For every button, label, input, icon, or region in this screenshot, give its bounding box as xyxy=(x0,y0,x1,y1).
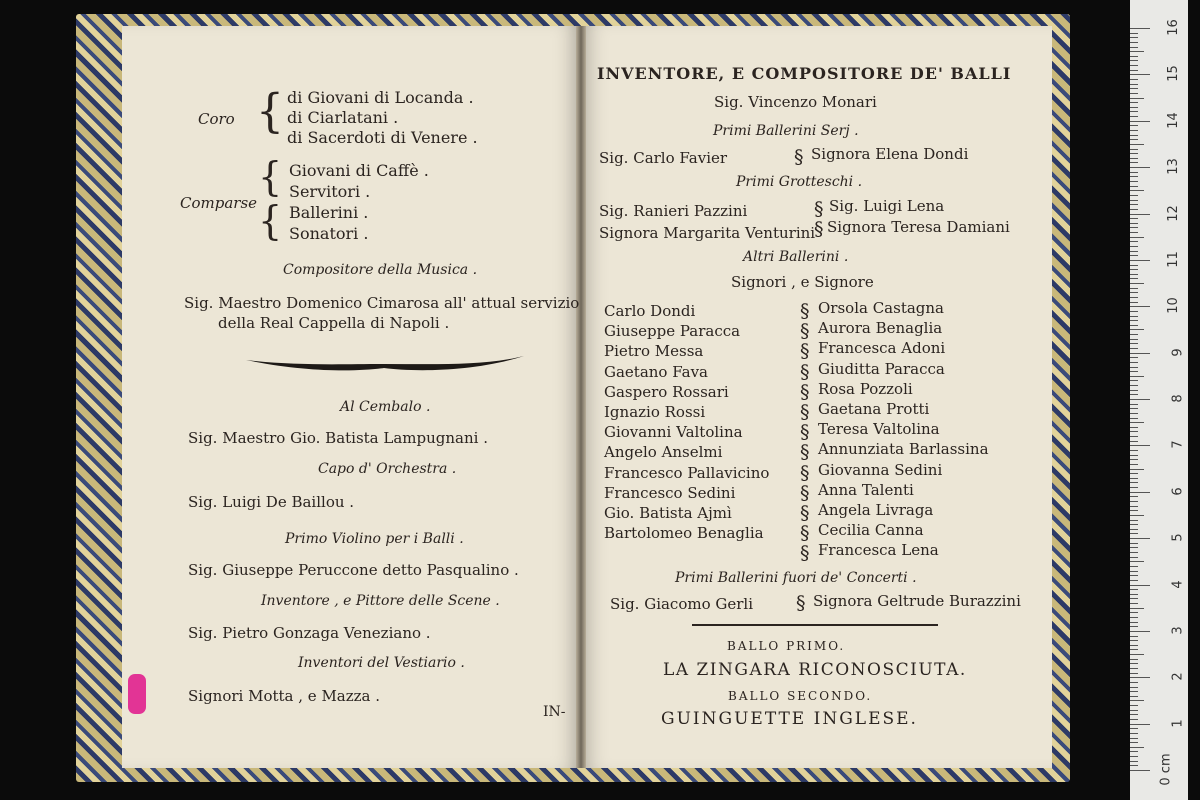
section-mark: § xyxy=(800,401,810,423)
ruler-tick xyxy=(1130,367,1138,368)
coro-item: di Giovani di Locanda . xyxy=(287,88,474,107)
ruler-tick xyxy=(1130,636,1138,637)
violino-name: Sig. Giuseppe Peruccone detto Pasqualino . xyxy=(188,561,519,579)
ruler-tick xyxy=(1130,631,1150,632)
ruler-tick xyxy=(1130,297,1138,298)
ruler-tick xyxy=(1130,747,1144,748)
ruler-tick xyxy=(1130,269,1138,270)
coro-label: Coro xyxy=(198,110,235,128)
ruler-tick xyxy=(1130,306,1150,307)
ruler-tick xyxy=(1130,316,1138,317)
ruler-tick xyxy=(1130,478,1138,479)
ruler-number: 10 xyxy=(1166,297,1182,315)
ruler-tick xyxy=(1130,125,1138,126)
ruler-tick xyxy=(1130,200,1138,201)
altri-man: Francesco Sedini xyxy=(604,483,736,502)
ruler-tick xyxy=(1130,557,1138,558)
ruler-number: 3 xyxy=(1170,626,1186,635)
ruler-tick xyxy=(1130,158,1138,159)
comparse-brace-bottom: { xyxy=(258,197,283,245)
fuori-right: Signora Geltrude Burazzini xyxy=(813,592,1021,610)
ballo1-title: LA ZINGARA RICONOSCIUTA. xyxy=(663,660,967,680)
catchword: IN- xyxy=(543,704,566,720)
altri-woman: Francesca Adoni xyxy=(818,339,946,358)
ruler-tick xyxy=(1130,520,1138,521)
altri-woman: Giuditta Paracca xyxy=(818,359,945,378)
section-mark: § xyxy=(814,198,824,220)
signori-heading: Signori , e Signore xyxy=(731,273,874,291)
ruler-number: 13 xyxy=(1166,158,1182,175)
ruler-tick xyxy=(1130,575,1138,576)
ruler-tick xyxy=(1130,473,1138,474)
altri-man: Giovanni Valtolina xyxy=(604,423,743,442)
ruler-tick xyxy=(1130,93,1138,94)
ruler-tick xyxy=(1130,371,1138,372)
primi-right: Signora Elena Dondi xyxy=(811,145,969,163)
ruler-tick xyxy=(1130,538,1150,539)
comparse-label: Comparse xyxy=(180,194,258,212)
ruler-tick xyxy=(1130,496,1138,497)
altri-woman: Francesca Lena xyxy=(818,541,939,560)
orchestra-heading: Capo d' Orchestra . xyxy=(318,461,457,477)
section-mark: § xyxy=(800,380,810,403)
ruler-tick xyxy=(1130,190,1144,191)
altri-man: Giuseppe Paracca xyxy=(604,322,741,341)
cembalo-heading: Al Cembalo . xyxy=(340,399,431,415)
compositore-line2: della Real Cappella di Napoli . xyxy=(218,314,450,332)
compositore-heading: Compositore della Musica . xyxy=(283,262,478,278)
ruler-number: 14 xyxy=(1166,111,1182,129)
ruler-tick xyxy=(1130,84,1138,85)
ruler-tick xyxy=(1130,431,1138,432)
ruler-tick xyxy=(1130,700,1144,701)
section-mark: § xyxy=(800,502,810,524)
ruler-tick xyxy=(1130,223,1138,224)
ruler-tick xyxy=(1130,598,1138,599)
section-mark: § xyxy=(796,592,806,614)
altri-woman: Cecilia Canna xyxy=(818,521,924,540)
ruler-number: 4 xyxy=(1170,579,1186,589)
ruler-tick xyxy=(1130,677,1150,678)
ruler-tick xyxy=(1130,612,1138,613)
ruler-tick xyxy=(1130,640,1138,641)
violino-heading: Primo Violino per i Balli . xyxy=(285,531,464,547)
ruler-tick xyxy=(1130,162,1138,163)
ruler-tick xyxy=(1130,626,1138,627)
ruler-tick xyxy=(1130,329,1144,330)
ruler-number: 8 xyxy=(1170,394,1186,403)
ruler-tick xyxy=(1130,710,1138,711)
ruler-tick xyxy=(1130,399,1150,400)
altri-woman: Rosa Pozzoli xyxy=(818,379,913,398)
ruler-number: 1 xyxy=(1170,718,1186,728)
section-mark: § xyxy=(800,421,810,444)
ruler-tick xyxy=(1130,733,1138,734)
ruler-tick xyxy=(1130,673,1138,674)
ruler-tick xyxy=(1130,515,1144,516)
ruler-tick xyxy=(1130,445,1150,446)
ornament-swash xyxy=(244,350,526,376)
ruler-tick xyxy=(1130,376,1144,377)
ruler-tick xyxy=(1130,116,1138,117)
section-mark: § xyxy=(800,441,810,464)
ruler-tick xyxy=(1130,65,1138,66)
cembalo-name: Sig. Maestro Gio. Batista Lampugnani . xyxy=(188,429,488,447)
ruler-tick xyxy=(1130,149,1138,150)
fuori-heading: Primi Ballerini fuori de' Concerti . xyxy=(675,570,917,586)
ruler-tick xyxy=(1130,121,1150,122)
comparse-item: Giovani di Caffè . xyxy=(289,161,429,180)
ruler-tick xyxy=(1130,659,1138,660)
fuori-left: Sig. Giacomo Gerli xyxy=(610,595,754,613)
ruler-tick xyxy=(1130,28,1150,29)
ruler-number: 7 xyxy=(1170,440,1186,450)
section-mark: § xyxy=(800,320,810,343)
ruler-tick xyxy=(1130,42,1138,43)
ruler-tick xyxy=(1130,135,1138,136)
ruler-tick xyxy=(1130,325,1138,326)
comparse-item: Sonatori . xyxy=(289,224,369,243)
ruler-tick xyxy=(1130,107,1138,108)
section-mark: § xyxy=(800,542,810,565)
ruler-tick xyxy=(1130,649,1138,650)
ruler-tick xyxy=(1130,176,1138,177)
separator-rule xyxy=(692,624,938,626)
ruler-tick xyxy=(1130,139,1138,140)
altri-woman: Anna Talenti xyxy=(818,480,914,499)
ruler-tick xyxy=(1130,682,1138,683)
ruler-tick xyxy=(1130,278,1138,279)
altri-man: Pietro Messa xyxy=(604,342,704,361)
ruler-tick xyxy=(1130,265,1138,266)
ruler-tick xyxy=(1130,74,1150,75)
ruler-tick xyxy=(1130,506,1138,507)
compositore-line1: Sig. Maestro Domenico Cimarosa all' attual servizio xyxy=(184,294,580,312)
ruler-tick xyxy=(1130,464,1138,465)
ruler-tick xyxy=(1130,608,1144,609)
altri-man: Angelo Anselmi xyxy=(604,443,723,462)
ruler-tick xyxy=(1130,380,1138,381)
ruler-tick xyxy=(1130,533,1138,534)
ruler-tick xyxy=(1130,469,1144,470)
book-gutter xyxy=(576,26,586,768)
ruler-number: 15 xyxy=(1166,65,1182,83)
ruler-tick xyxy=(1130,441,1138,442)
ruler-tick xyxy=(1130,227,1138,228)
ruler-tick xyxy=(1130,167,1150,168)
ruler-tick xyxy=(1130,37,1138,38)
ruler-tick xyxy=(1130,770,1150,771)
ruler-tick xyxy=(1130,501,1138,502)
ruler-number: 16 xyxy=(1166,19,1182,36)
ruler-tick xyxy=(1130,353,1150,354)
section-mark: § xyxy=(800,360,810,383)
ruler-tick xyxy=(1130,60,1138,61)
ruler-tick xyxy=(1130,404,1138,405)
ruler-tick xyxy=(1130,320,1138,321)
ruler-tick xyxy=(1130,348,1138,349)
ruler-tick xyxy=(1130,390,1138,391)
ruler-tick xyxy=(1130,738,1138,739)
altri-woman: Gaetana Protti xyxy=(818,400,930,418)
ruler-tick xyxy=(1130,102,1138,103)
ruler-tick xyxy=(1130,761,1138,762)
ruler-number: 2 xyxy=(1170,672,1186,681)
section-mark: § xyxy=(800,300,810,322)
ruler-tick xyxy=(1130,204,1138,205)
grotteschi-left: Sig. Ranieri Pazzini xyxy=(599,202,748,220)
ruler-tick xyxy=(1130,561,1144,562)
ruler-tick xyxy=(1130,422,1144,423)
ruler-tick xyxy=(1130,357,1138,358)
ruler-tick xyxy=(1130,246,1138,247)
altri-woman: Teresa Valtolina xyxy=(818,420,940,439)
altri-woman: Orsola Castagna xyxy=(818,299,944,317)
ruler-number: 6 xyxy=(1170,487,1186,496)
ruler-tick xyxy=(1130,144,1144,145)
ruler-tick xyxy=(1130,79,1138,80)
ruler-tick xyxy=(1130,622,1138,623)
ruler-tick xyxy=(1130,728,1138,729)
ruler-tick xyxy=(1130,292,1138,293)
ruler-tick xyxy=(1130,436,1138,437)
coro-brace: { xyxy=(256,84,284,139)
ruler-tick xyxy=(1130,195,1138,196)
altri-man: Gaspero Rossari xyxy=(604,382,729,401)
ruler-tick xyxy=(1130,232,1138,233)
section-mark: § xyxy=(800,461,810,484)
ruler-tick xyxy=(1130,510,1138,511)
ruler-tick xyxy=(1130,529,1138,530)
inventore-name: Sig. Vincenzo Monari xyxy=(714,93,877,111)
ruler-tick xyxy=(1130,668,1138,669)
ruler-tick xyxy=(1130,691,1138,692)
ruler-tick xyxy=(1130,88,1138,89)
section-mark: § xyxy=(800,522,810,545)
altri-man: Gio. Batista Ajmì xyxy=(604,504,732,522)
ruler-tick xyxy=(1130,111,1138,112)
ruler-tick xyxy=(1130,547,1138,548)
ruler-tick xyxy=(1130,214,1150,215)
scene-heading: Inventore , e Pittore delle Scene . xyxy=(261,593,500,609)
ruler-tick xyxy=(1130,56,1138,57)
ruler-tick xyxy=(1130,283,1144,284)
ruler-tick xyxy=(1130,751,1138,752)
section-mark: § xyxy=(800,340,810,363)
ruler-tick xyxy=(1130,455,1138,456)
ruler-tick xyxy=(1130,241,1138,242)
grotteschi-heading: Primi Grotteschi . xyxy=(736,174,863,190)
ruler-tick xyxy=(1130,585,1150,586)
ruler-tick xyxy=(1130,589,1138,590)
ruler-tick xyxy=(1130,251,1138,252)
scene-name: Sig. Pietro Gonzaga Veneziano . xyxy=(188,624,431,642)
ruler-tick xyxy=(1130,603,1138,604)
primi-left: Sig. Carlo Favier xyxy=(599,149,728,167)
ruler-tick xyxy=(1130,687,1138,688)
ruler-tick xyxy=(1130,492,1150,493)
ballo2-label: BALLO SECONDO. xyxy=(728,689,873,703)
ruler-tick xyxy=(1130,288,1138,289)
altri-man: Francesco Pallavicino xyxy=(604,463,770,482)
grotteschi-right: Sig. Luigi Lena xyxy=(829,197,945,215)
ruler-tick xyxy=(1130,255,1138,256)
ruler-tick xyxy=(1130,153,1138,154)
ruler-tick xyxy=(1130,362,1138,363)
ruler-number: 5 xyxy=(1170,533,1186,542)
ruler-tick xyxy=(1130,311,1138,312)
ruler-tick xyxy=(1130,617,1138,618)
ruler-tick xyxy=(1130,237,1144,238)
ruler-number: 0 cm xyxy=(1158,753,1174,786)
altri-man: Ignazio Rossi xyxy=(604,403,706,421)
ruler-tick xyxy=(1130,566,1138,567)
ruler-tick xyxy=(1130,47,1138,48)
ruler-tick xyxy=(1130,742,1138,743)
ruler-tick xyxy=(1130,418,1138,419)
ruler-tick xyxy=(1130,385,1138,386)
ruler-tick xyxy=(1130,552,1138,553)
altri-woman: Angela Livraga xyxy=(818,501,934,519)
ruler-tick xyxy=(1130,302,1138,303)
ruler-tick xyxy=(1130,543,1138,544)
ruler-tick xyxy=(1130,334,1138,335)
ballo2-title: GUINGUETTE INGLESE. xyxy=(661,709,918,729)
ruler-tick xyxy=(1130,98,1144,99)
ruler-tick xyxy=(1130,580,1138,581)
ruler-tick xyxy=(1130,260,1150,261)
altri-woman: Giovanna Sedini xyxy=(818,460,943,479)
primi-heading: Primi Ballerini Serj . xyxy=(713,123,859,139)
orchestra-name: Sig. Luigi De Baillou . xyxy=(188,493,355,511)
ruler-tick xyxy=(1130,408,1138,409)
ruler-tick xyxy=(1130,274,1138,275)
ruler-tick xyxy=(1130,450,1138,451)
altri-heading: Altri Ballerini . xyxy=(743,249,849,265)
ruler-tick xyxy=(1130,663,1138,664)
ruler-tick xyxy=(1130,459,1138,460)
ruler-number: 9 xyxy=(1170,347,1186,357)
grotteschi-right: Signora Teresa Damiani xyxy=(827,218,1010,236)
ruler-tick xyxy=(1130,654,1144,655)
ruler-tick xyxy=(1130,209,1138,210)
ruler-tick xyxy=(1130,705,1138,706)
section-mark: § xyxy=(794,146,804,168)
ruler-tick xyxy=(1130,571,1138,572)
altri-man: Gaetano Fava xyxy=(604,362,708,381)
ruler-tick xyxy=(1130,70,1138,71)
section-mark: § xyxy=(814,218,824,240)
ruler-tick xyxy=(1130,130,1138,131)
ruler-tick xyxy=(1130,427,1138,428)
pink-sticker xyxy=(128,674,146,714)
grotteschi-left: Signora Margarita Venturini xyxy=(599,224,816,242)
ruler-tick xyxy=(1130,714,1138,715)
altri-man: Carlo Dondi xyxy=(604,302,696,320)
ruler-tick xyxy=(1130,172,1138,173)
ruler-number: 11 xyxy=(1166,251,1182,268)
ruler-tick xyxy=(1130,482,1138,483)
ruler-tick xyxy=(1130,186,1138,187)
altri-woman: Annunziata Barlassina xyxy=(818,440,989,459)
altri-woman: Aurora Benaglia xyxy=(818,319,943,338)
comparse-item: Ballerini . xyxy=(289,203,369,222)
altri-man: Bartolomeo Benaglia xyxy=(604,524,764,543)
ruler-tick xyxy=(1130,594,1138,595)
ruler-tick xyxy=(1130,756,1138,757)
ruler-tick xyxy=(1130,645,1138,646)
ruler-tick xyxy=(1130,524,1138,525)
vestiario-name: Signori Motta , e Mazza . xyxy=(188,687,381,705)
ruler-tick xyxy=(1130,339,1138,340)
ballo1-label: BALLO PRIMO. xyxy=(727,639,846,653)
ruler-tick xyxy=(1130,724,1150,725)
ruler-tick xyxy=(1130,218,1138,219)
section-mark: § xyxy=(800,481,810,504)
coro-item: di Sacerdoti di Venere . xyxy=(287,128,478,147)
ruler-tick xyxy=(1130,487,1138,488)
ruler-tick xyxy=(1130,51,1144,52)
ruler-tick xyxy=(1130,343,1138,344)
coro-item: di Ciarlatani . xyxy=(287,108,399,127)
ruler-tick xyxy=(1130,33,1138,34)
ruler-tick xyxy=(1130,719,1138,720)
ruler-tick xyxy=(1130,765,1138,766)
comparse-brace-top: { xyxy=(258,153,283,201)
comparse-item: Servitori . xyxy=(289,182,371,201)
ruler-tick xyxy=(1130,413,1138,414)
ruler-number: 12 xyxy=(1166,204,1182,222)
ruler-tick xyxy=(1130,696,1138,697)
right-page-title: INVENTORE, E COMPOSITORE DE' BALLI xyxy=(597,64,1012,83)
measuring-ruler xyxy=(1130,0,1188,800)
vestiario-heading: Inventori del Vestiario . xyxy=(298,655,465,671)
ruler-tick xyxy=(1130,181,1138,182)
ruler-tick xyxy=(1130,394,1138,395)
